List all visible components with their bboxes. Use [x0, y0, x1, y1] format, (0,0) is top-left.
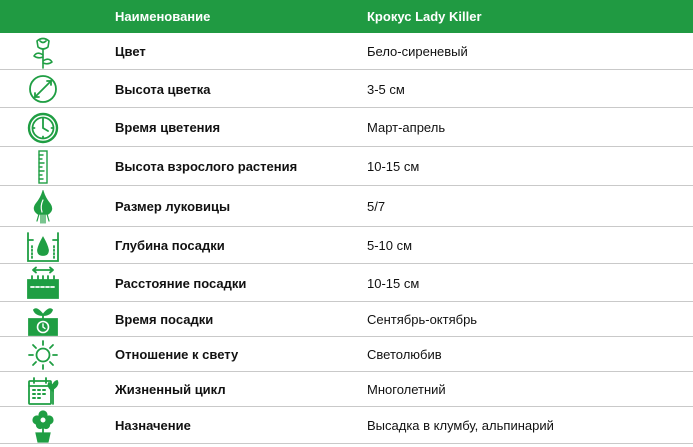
table-row	[0, 372, 693, 407]
row-value: Высадка в клумбу, альпинарий	[367, 418, 554, 433]
row-name: Высота цветка	[115, 81, 211, 97]
bulb-icon	[26, 190, 60, 224]
table-row	[0, 227, 693, 264]
row-name: Цвет	[115, 44, 146, 59]
table-row	[0, 302, 693, 337]
row-name: Глубина посадки	[115, 238, 225, 253]
planting-depth-icon	[26, 229, 60, 263]
planting-time-icon	[26, 303, 60, 337]
row-value: Март-апрель	[367, 120, 446, 135]
row-name: Время цветения	[115, 120, 221, 135]
ruler-icon	[26, 150, 60, 184]
calendar-plant-icon	[26, 373, 60, 407]
row-value: Бело-сиреневый	[367, 44, 468, 59]
spacing-icon	[26, 266, 60, 300]
row-value: 5/7	[367, 199, 386, 214]
row-name: Отношение к свету	[115, 347, 239, 362]
row-name: Высота взрослого растения	[115, 159, 298, 174]
row-value: 10-15 см	[367, 159, 420, 174]
table-row	[0, 147, 693, 186]
row-value: Сентябрь-октябрь	[367, 312, 478, 327]
row-value: 5-10 см	[367, 238, 413, 253]
row-name: Назначение	[115, 418, 191, 433]
row-value: Светолюбив	[367, 347, 442, 362]
table-row	[0, 70, 693, 108]
table-header	[0, 0, 693, 33]
row-value: Многолетний	[367, 382, 446, 397]
sun-icon	[26, 338, 60, 372]
rose-icon	[26, 35, 60, 69]
table-row	[0, 264, 693, 302]
flower-pot-icon	[26, 409, 60, 443]
clock-icon	[26, 111, 60, 145]
row-value: 3-5 см	[367, 81, 405, 97]
table-row	[0, 337, 693, 372]
table-row	[0, 407, 693, 444]
header-value: Крокус Lady Killer	[367, 9, 482, 24]
table-row	[0, 186, 693, 227]
header-name: Наименование	[115, 9, 211, 24]
row-value: 10-15 см	[367, 275, 420, 291]
table-row	[0, 33, 693, 70]
row-name: Жизненный цикл	[115, 382, 226, 397]
table-row	[0, 108, 693, 147]
row-name: Время посадки	[115, 312, 214, 327]
row-name: Расстояние посадки	[115, 275, 247, 291]
row-name: Размер луковицы	[115, 199, 231, 214]
diameter-icon	[26, 72, 60, 106]
